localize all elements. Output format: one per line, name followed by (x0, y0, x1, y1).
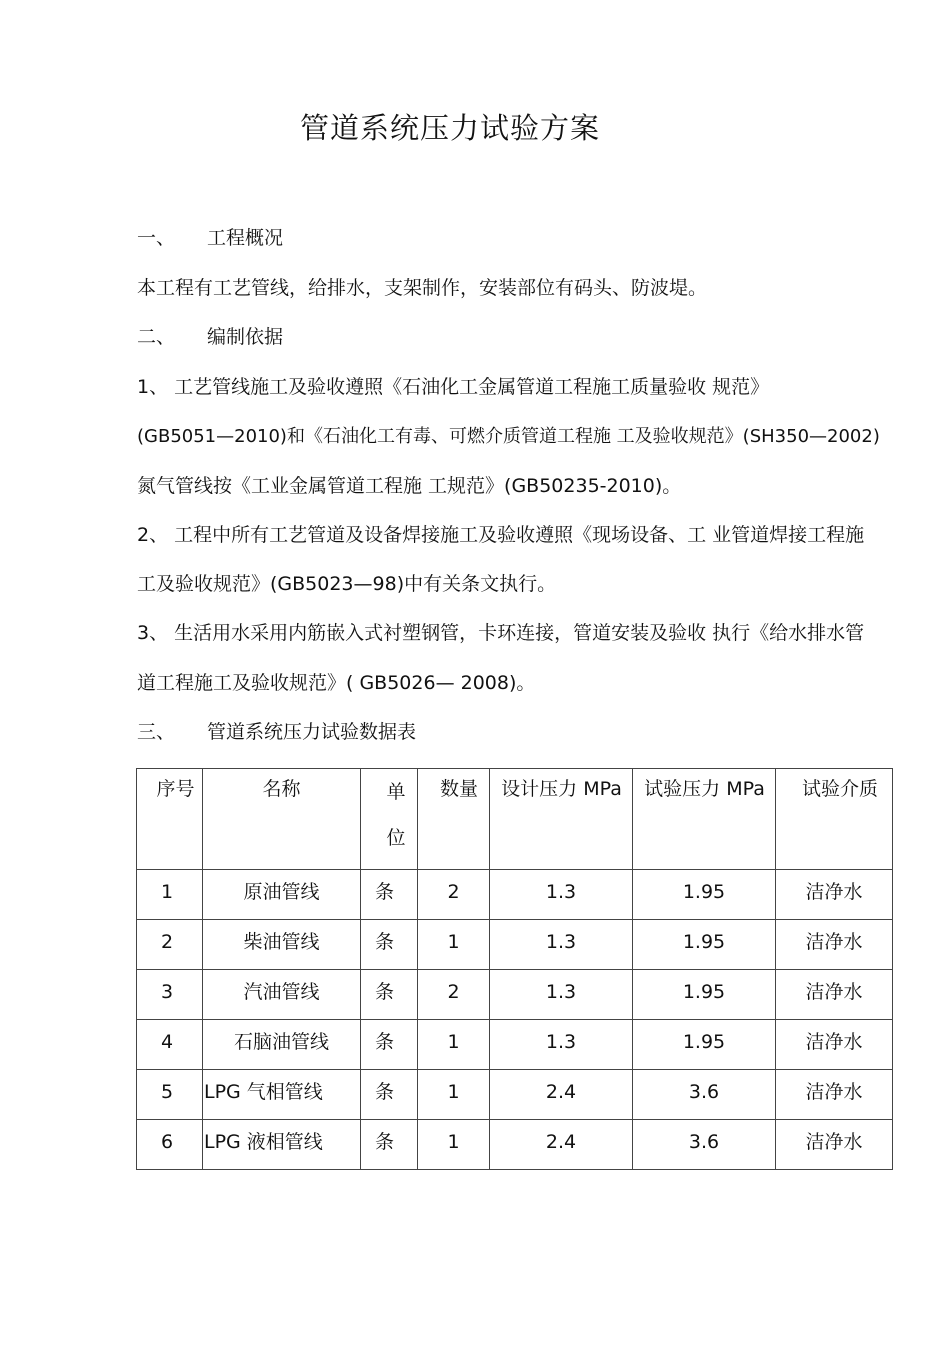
cell-test-pressure: 1.95 (633, 920, 776, 970)
header-name: 名称 (203, 769, 361, 870)
table-row (137, 1020, 893, 1070)
cell-unit: 条 (361, 1070, 418, 1120)
cell-qty: 1 (418, 920, 490, 970)
header-medium: 试验介质 (776, 769, 893, 870)
table-row (137, 1120, 893, 1170)
cell-unit: 条 (361, 1020, 418, 1070)
cell-test-pressure: 1.95 (633, 970, 776, 1020)
section-heading-1 (137, 224, 283, 252)
header-qty: 数量 (418, 769, 490, 870)
cell-medium: 洁净水 (776, 970, 893, 1020)
cell-medium: 洁净水 (776, 1120, 893, 1170)
cell-qty: 2 (418, 970, 490, 1020)
cell-seq: 6 (137, 1120, 203, 1170)
header-unit: 单 位 (361, 769, 418, 870)
section-title: 工程概况 (207, 227, 284, 249)
section-heading-2 (137, 323, 283, 351)
basis-line: 工及验收规范》(GB5023—98)中有关条文执行。 (137, 573, 557, 595)
section-title: 管道系统压力试验数据表 (207, 721, 417, 743)
cell-test-pressure: 3.6 (633, 1070, 776, 1120)
cell-seq: 5 (137, 1070, 203, 1120)
table-row (137, 870, 893, 920)
cell-design-pressure: 1.3 (490, 920, 633, 970)
cell-medium: 洁净水 (776, 1070, 893, 1120)
section-number: 三、 (137, 721, 176, 743)
cell-design-pressure: 2.4 (490, 1070, 633, 1120)
table-row (137, 970, 893, 1020)
section-number: 二、 (137, 326, 176, 348)
cell-unit: 条 (361, 970, 418, 1020)
cell-medium: 洁净水 (776, 1020, 893, 1070)
section-number: 一、 (137, 227, 176, 249)
cell-unit: 条 (361, 1120, 418, 1170)
cell-medium: 洁净水 (776, 870, 893, 920)
cell-seq: 4 (137, 1020, 203, 1070)
table-row (137, 920, 893, 970)
basis-line: 2、 工程中所有工艺管道及设备焊接施工及验收遵照《现场设备、工 业管道焊接工程施 (137, 524, 865, 546)
header-test-pressure: 试验压力 MPa (633, 769, 776, 870)
cell-qty: 1 (418, 1070, 490, 1120)
cell-qty: 2 (418, 870, 490, 920)
table-header-row (137, 769, 893, 870)
header-seq: 序号 (137, 769, 203, 870)
cell-test-pressure: 3.6 (633, 1120, 776, 1170)
cell-name: LPG 液相管线 (203, 1120, 361, 1170)
header-design-pressure: 设计压力 MPa (490, 769, 633, 870)
cell-qty: 1 (418, 1120, 490, 1170)
basis-line: (GB5051—2010)和《石油化工有毒、可燃介质管道工程施 工及验收规范》(SH350—2002) (137, 426, 880, 447)
cell-unit: 条 (361, 920, 418, 970)
cell-design-pressure: 1.3 (490, 870, 633, 920)
basis-line: 1、 工艺管线施工及验收遵照《石油化工金属管道工程施工质量验收 规范》 (137, 376, 770, 398)
cell-seq: 1 (137, 870, 203, 920)
cell-name: 原油管线 (203, 870, 361, 920)
cell-qty: 1 (418, 1020, 490, 1070)
cell-name: LPG 气相管线 (203, 1070, 361, 1120)
cell-seq: 3 (137, 970, 203, 1020)
cell-test-pressure: 1.95 (633, 870, 776, 920)
document-title: 管道系统压力试验方案 (299, 111, 600, 145)
cell-design-pressure: 2.4 (490, 1120, 633, 1170)
cell-name: 汽油管线 (203, 970, 361, 1020)
basis-line: 氮气管线按《工业金属管道工程施 工规范》(GB50235-2010)。 (137, 475, 682, 497)
section-title: 编制依据 (207, 326, 284, 348)
table-row (137, 1070, 893, 1120)
cell-design-pressure: 1.3 (490, 1020, 633, 1070)
cell-medium: 洁净水 (776, 920, 893, 970)
section-heading-3 (137, 718, 416, 746)
overview-paragraph: 本工程有工艺管线，给排水，支架制作，安装部位有码头、防波堤。 (137, 277, 708, 299)
cell-name: 石脑油管线 (203, 1020, 361, 1070)
cell-unit: 条 (361, 870, 418, 920)
cell-seq: 2 (137, 920, 203, 970)
basis-line: 3、 生活用水采用内筋嵌入式衬塑钢管，卡环连接，管道安装及验收 执行《给水排水管 (137, 622, 865, 644)
cell-design-pressure: 1.3 (490, 970, 633, 1020)
basis-line: 道工程施工及验收规范》( GB5026— 2008)。 (137, 672, 536, 694)
cell-test-pressure: 1.95 (633, 1020, 776, 1070)
pressure-test-table (136, 768, 893, 1170)
cell-name: 柴油管线 (203, 920, 361, 970)
